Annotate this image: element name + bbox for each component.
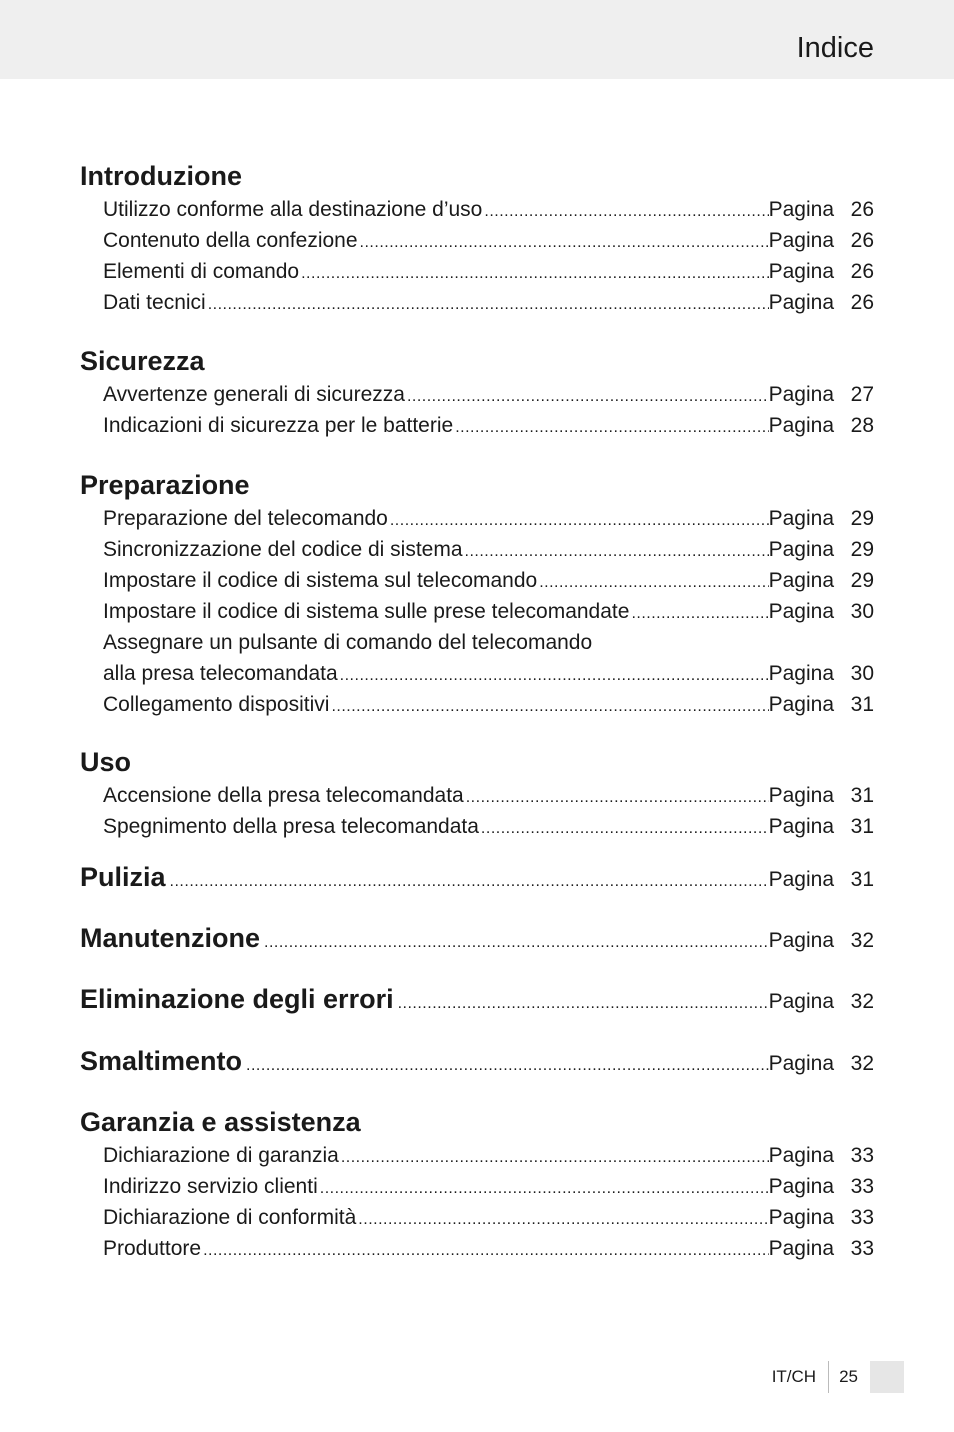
section-title: Introduzione — [80, 161, 242, 191]
toc-entry[interactable] — [103, 811, 874, 842]
toc-entry[interactable] — [103, 1202, 874, 1233]
section-uso — [80, 744, 874, 852]
page-title: Indice — [796, 32, 874, 64]
toc-entry[interactable] — [103, 689, 874, 720]
leader-dots — [398, 982, 769, 1026]
entry-label: Avvertenze generali di sicurezza — [103, 383, 405, 406]
leader-dots — [484, 196, 768, 227]
page-word: Pagina — [768, 538, 834, 561]
leader-dots — [360, 227, 769, 258]
toc-entry[interactable] — [103, 225, 874, 256]
section-title: Preparazione — [80, 470, 250, 500]
page-number: 26 — [850, 198, 874, 221]
entry-label: Assegnare un pulsante di comando del telecomando — [103, 631, 593, 654]
entry-label: Sincronizzazione del codice di sistema — [103, 538, 463, 561]
toc-entry[interactable] — [103, 1140, 874, 1171]
section-title: Eliminazione degli errori — [80, 984, 394, 1014]
page-tab-marker — [870, 1361, 904, 1393]
page-word: Pagina — [768, 662, 834, 685]
entry-label: Elementi di comando — [103, 260, 300, 283]
page-number: 33 — [850, 1237, 874, 1260]
page-number: 26 — [850, 291, 874, 314]
leader-dots — [203, 1235, 769, 1266]
entry-label: alla presa telecomandata — [103, 662, 338, 685]
toc-entry[interactable] — [103, 565, 874, 596]
toc-entry[interactable] — [103, 194, 874, 225]
section-title: Manutenzione — [80, 923, 260, 953]
toc-entry-line1[interactable] — [103, 627, 874, 658]
leader-dots — [539, 567, 768, 598]
toc-entry[interactable] — [103, 780, 874, 811]
page-number: 33 — [850, 1206, 874, 1229]
entry-label: Produttore — [103, 1237, 202, 1260]
page-number: 30 — [850, 600, 874, 623]
page-word: Pagina — [768, 1237, 834, 1260]
entry-label: Contenuto della confezione — [103, 229, 358, 252]
page-word: Pagina — [768, 693, 834, 716]
page-word: Pagina — [768, 383, 834, 406]
entry-label: Impostare il codice di sistema sul telecomando — [103, 569, 538, 592]
entry-label: Accensione della presa telecomandata — [103, 784, 464, 807]
leader-dots — [631, 598, 768, 629]
page-word: Pagina — [768, 1144, 834, 1167]
leader-dots — [264, 921, 769, 965]
entry-label: Indicazioni di sicurezza per le batterie — [103, 414, 454, 437]
toc-entry[interactable] — [103, 410, 874, 441]
leader-dots — [466, 782, 769, 813]
toc-heading-entry[interactable] — [80, 980, 874, 1024]
table-of-contents — [80, 158, 874, 1264]
toc-entry[interactable] — [103, 287, 874, 318]
page-number: 28 — [850, 414, 874, 437]
section-title: Garanzia e assistenza — [80, 1107, 361, 1137]
section-garanzia — [80, 1104, 874, 1264]
section-introduzione — [80, 158, 874, 343]
page-word: Pagina — [768, 815, 834, 838]
section-title: Uso — [80, 747, 132, 777]
entry-label: Indirizzo servizio clienti — [103, 1175, 318, 1198]
toc-entry[interactable] — [103, 503, 874, 534]
leader-dots — [341, 1142, 769, 1173]
page-number: 31 — [850, 815, 874, 838]
section-title: Sicurezza — [80, 346, 205, 376]
toc-heading-entry[interactable] — [80, 1042, 874, 1086]
toc-entry[interactable] — [103, 596, 874, 627]
page-number: 32 — [850, 990, 874, 1013]
toc-entry[interactable] — [103, 1171, 874, 1202]
toc-entry[interactable] — [103, 658, 874, 689]
page-word: Pagina — [768, 600, 834, 623]
section-preparazione — [80, 467, 874, 744]
page-word: Pagina — [768, 1206, 834, 1229]
toc-heading-entry[interactable] — [80, 919, 874, 963]
page-word: Pagina — [768, 569, 834, 592]
entry-label: Dichiarazione di garanzia — [103, 1144, 339, 1167]
section-sicurezza — [80, 343, 874, 467]
leader-dots — [320, 1173, 769, 1204]
section-title: Pulizia — [80, 862, 166, 892]
toc-entry[interactable] — [103, 256, 874, 287]
page-number: 32 — [850, 1052, 874, 1075]
page-word: Pagina — [768, 198, 834, 221]
region-code: IT/CH — [771, 1367, 817, 1386]
page-word: Pagina — [768, 229, 834, 252]
page-number: 29 — [850, 569, 874, 592]
page-number: 32 — [850, 929, 874, 952]
entry-label: Collegamento dispositivi — [103, 693, 330, 716]
leader-dots — [358, 1204, 768, 1235]
page-number: 27 — [850, 383, 874, 406]
page-word: Pagina — [768, 260, 834, 283]
entry-label: Dichiarazione di conformità — [103, 1206, 357, 1229]
leader-dots — [407, 381, 769, 412]
page-number: 29 — [850, 538, 874, 561]
page-number: 26 — [850, 229, 874, 252]
entry-label: Spegnimento della presa telecomandata — [103, 815, 479, 838]
page-word: Pagina — [768, 1175, 834, 1198]
page-footer — [772, 1361, 904, 1393]
page-number: 33 — [850, 1175, 874, 1198]
leader-dots — [331, 691, 768, 722]
toc-entry[interactable] — [103, 379, 874, 410]
page-number: 29 — [850, 507, 874, 530]
toc-heading-entry[interactable] — [80, 858, 874, 902]
leader-dots — [465, 536, 769, 567]
page-word: Pagina — [768, 507, 834, 530]
entry-label: Preparazione del telecomando — [103, 507, 388, 530]
page-number: 26 — [850, 260, 874, 283]
page-word: Pagina — [768, 990, 834, 1013]
section-title: Smaltimento — [80, 1046, 243, 1076]
leader-dots — [301, 258, 769, 289]
page-number: 31 — [850, 693, 874, 716]
page-word: Pagina — [768, 784, 834, 807]
page-word: Pagina — [768, 868, 834, 891]
toc-entry[interactable] — [103, 1233, 874, 1264]
page-number: 31 — [850, 868, 874, 891]
page-word: Pagina — [768, 414, 834, 437]
page-number: 33 — [850, 1144, 874, 1167]
entry-label: Utilizzo conforme alla destinazione d’uso — [103, 198, 483, 221]
footer-page-number: 25 — [839, 1367, 858, 1386]
leader-dots — [170, 860, 769, 904]
page-number: 30 — [850, 662, 874, 685]
entry-label: Dati tecnici — [103, 291, 206, 314]
leader-dots — [390, 505, 769, 536]
page-word: Pagina — [768, 929, 834, 952]
leader-dots — [246, 1044, 769, 1088]
toc-entry[interactable] — [103, 534, 874, 565]
leader-dots — [340, 660, 769, 691]
leader-dots — [455, 412, 768, 443]
page-number: 31 — [850, 784, 874, 807]
page-word: Pagina — [768, 1052, 834, 1075]
page-word: Pagina — [768, 291, 834, 314]
entry-label: Impostare il codice di sistema sulle prese telecomandate — [103, 600, 630, 623]
leader-dots — [208, 289, 769, 320]
leader-dots — [481, 813, 769, 844]
